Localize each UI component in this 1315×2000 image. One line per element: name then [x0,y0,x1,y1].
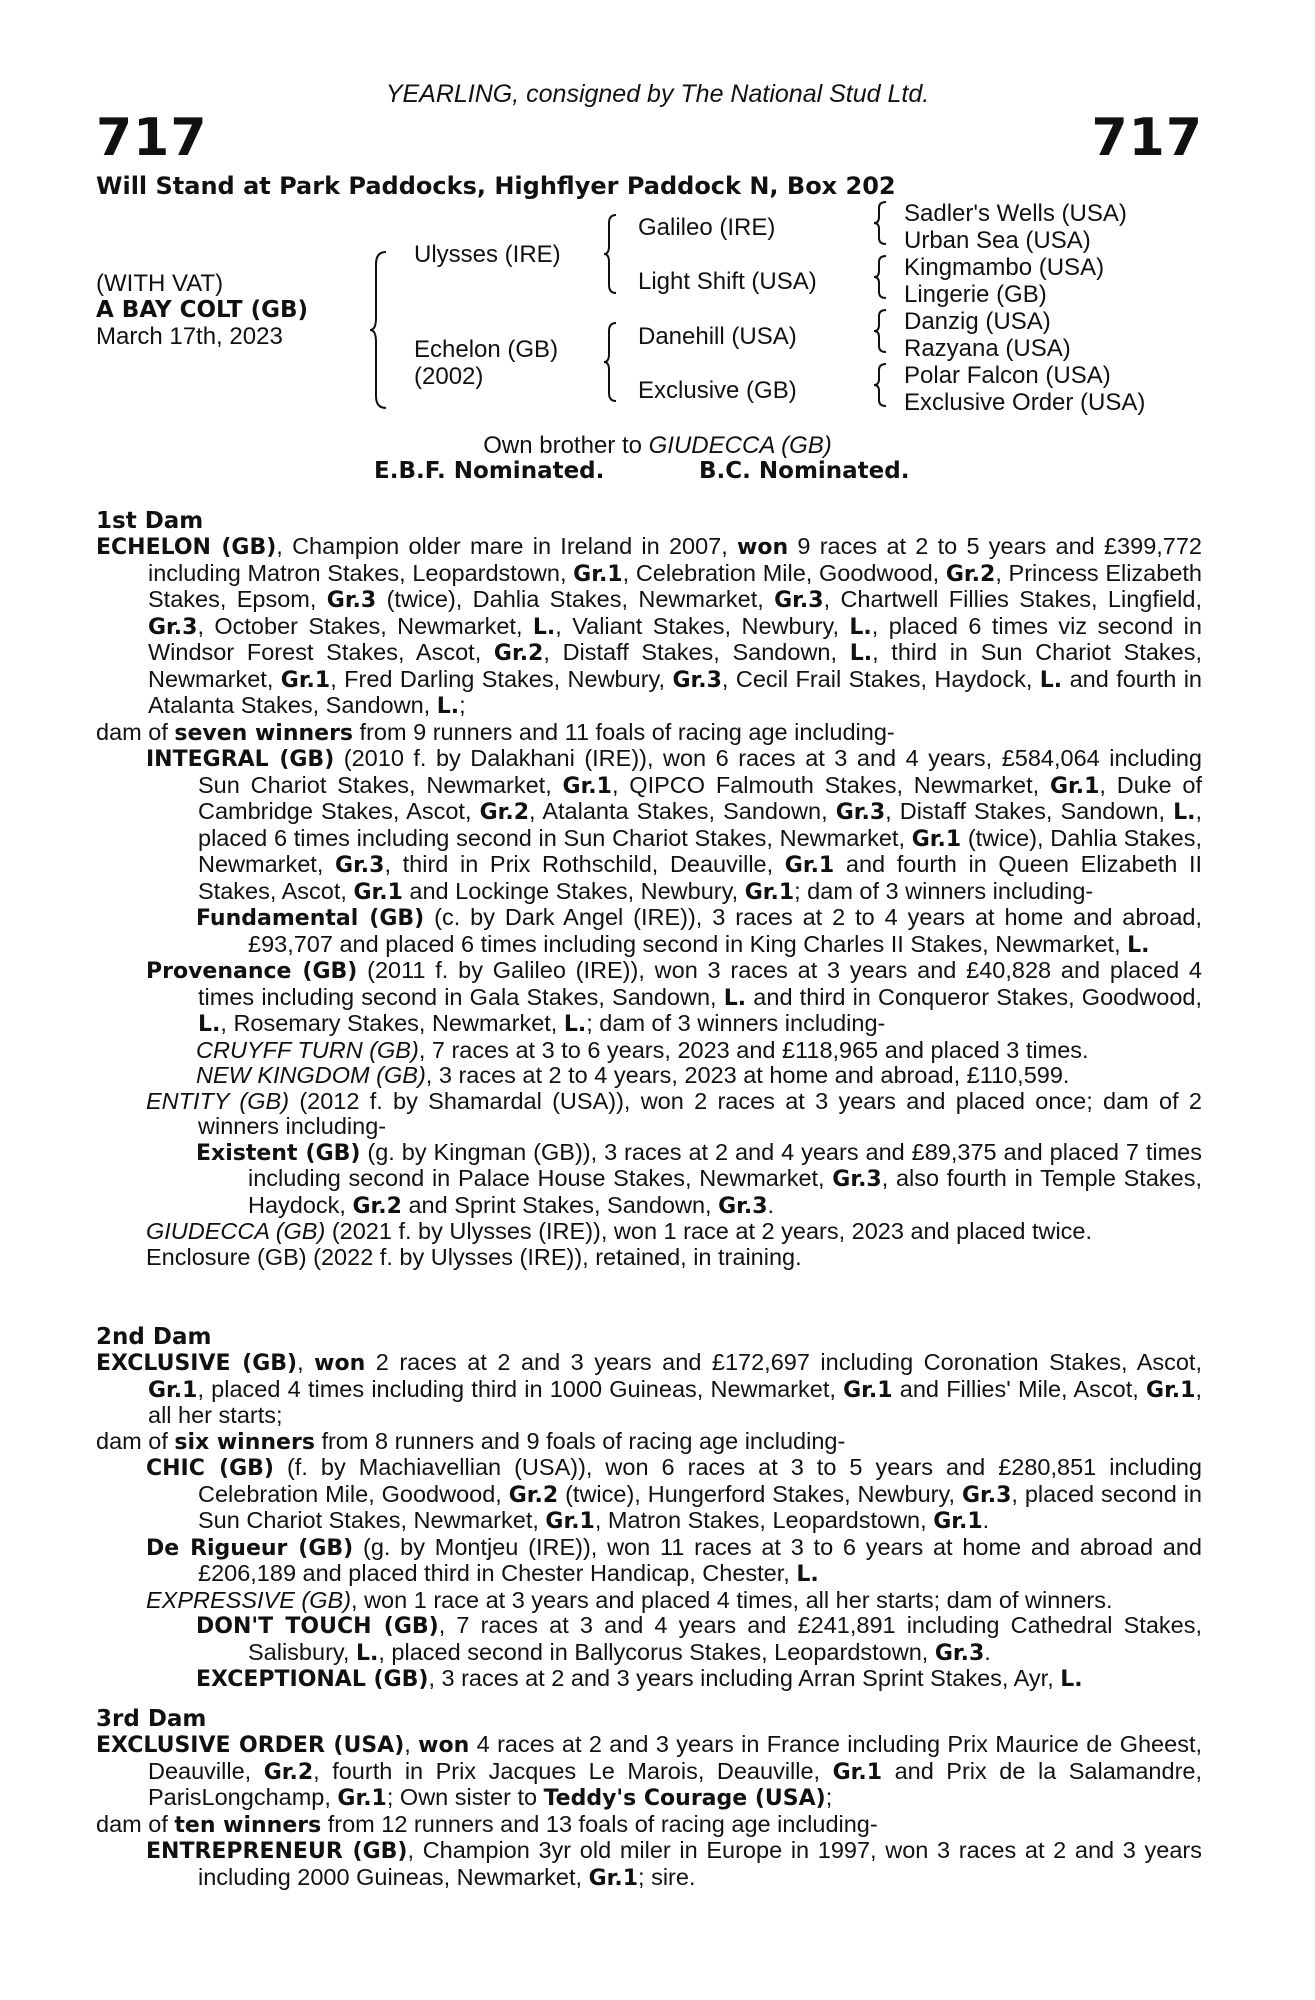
brace-g3 [872,308,888,354]
brace-g2 [872,254,888,300]
consignor-line: YEARLING, consigned by The National Stud Ltd. [385,80,930,108]
produce-giudecca: GIUDECCA (GB) (2021 f. by Ulysses (IRE)), won 1 race at 2 years, 2023 and placed twice. [146,1218,1093,1244]
produce-new-kingdom: NEW KINGDOM (GB), 3 races at 2 to 4 years, 2023 at home and abroad, £110,599. [196,1062,1070,1088]
lot-number-left: 717 [96,108,208,168]
grandsire-1: Sadler's Wells (USA) [904,200,1127,227]
produce-entrepreneur: ENTREPRENEUR (GB), Champion 3yr old miler in Europe in 1997, won 3 races at 2 and 3 years including 2000 Guineas, Newmarket, Gr.1; sire. [146,1837,1202,1891]
third-dam-produce-summary: dam of ten winners from 12 runners and 13 foals of racing age including- [96,1810,878,1838]
produce-expressive: EXPRESSIVE (GB), won 1 race at 3 years and placed 4 times, all her starts; dam of winners. [146,1586,1113,1613]
grandsire-2: Kingmambo (USA) [904,254,1105,281]
first-dam-record: ECHELON (GB), Champion older mare in Ireland in 2007, won 9 races at 2 to 5 years and £399,772 including Matron Stakes, Leopardstown, Gr.1, Celebration Mile, Goodwood, Gr.2, Princess Elizabeth Stakes, Epsom, Gr.3 (twice), Dahlia Stakes, Newmarket, Gr.3, Chartwell Fillies Stakes, Lingfield, Gr.3, October Stakes, Newmarket, L., Valiant Stakes, Newbury, L., placed 6 times viz second in Windsor Forest Stakes, Ascot, Gr.2, Distaff Stakes, Sandown, L., third in Sun Chariot Stakes, Newmarket, Gr.1, Fred Darling Stakes, Newbury, Gr.3, Cecil Frail Stakes, Haydock, L. and fourth in Atalanta Stakes, Sandown, L.; [96,533,1203,719]
grandsire-4: Polar Falcon (USA) [904,362,1111,389]
vat-note: (WITH VAT) [96,270,224,297]
third-dam-record: EXCLUSIVE ORDER (USA), won 4 races at 2 and 3 years in France including Prix Maurice de Gheest, Deauville, Gr.2, fourth in Prix Jacques Le Marois, Deauville, Gr.1 and Prix de la Salamandre, ParisLongchamp, Gr.1; Own sister to Teddy's Courage (USA); [96,1731,1203,1811]
brace-sire-dam [368,250,390,410]
second-dam-section [96,1324,1202,1693]
first-dam-produce-summary: dam of seven winners from 9 runners and 11 foals of racing age including- [96,718,895,746]
brace-dam-parents [602,321,618,403]
produce-chic: CHIC (GB) (f. by Machiavellian (USA)), won 6 races at 3 to 5 years and £280,851 including Celebration Mile, Goodwood, Gr.2 (twice), Hungerford Stakes, Newbury, Gr.3, placed second in Sun Chariot Stakes, Newmarket, Gr.1, Matron Stakes, Leopardstown, Gr.1. [146,1454,1202,1534]
sire: Ulysses (IRE) [414,241,561,268]
brace-g1 [872,200,888,246]
second-dam-produce-summary: dam of six winners from 8 runners and 9 foals of racing age including- [96,1427,846,1455]
ebf-nomination: E.B.F. Nominated. [374,458,605,484]
sire-dam: Light Shift (USA) [638,268,817,295]
dam-sire: Danehill (USA) [638,323,797,350]
foaling-date: March 17th, 2023 [96,323,283,350]
stand-location: Will Stand at Park Paddocks, Highflyer Paddock N, Box 202 [96,172,896,200]
third-dam-heading: 3rd Dam [96,1706,207,1732]
granddam-4: Exclusive Order (USA) [904,389,1146,416]
produce-enclosure: Enclosure (GB) (2022 f. by Ulysses (IRE)), retained, in training. [146,1243,802,1270]
brace-g4 [872,362,888,408]
produce-dont-touch: DON'T TOUCH (GB), 7 races at 3 and 4 years and £241,891 including Cathedral Stakes, Salisbury, L., placed second in Ballycorus Stakes, Leopardstown, Gr.3. [196,1612,1202,1666]
produce-fundamental: Fundamental (GB) (c. by Dark Angel (IRE)), 3 races at 2 to 4 years at home and abroad, £93,707 and placed 6 times including second in King Charles II Stakes, Newmarket, L. [196,904,1203,958]
granddam-3: Razyana (USA) [904,335,1071,362]
second-dam-record: EXCLUSIVE (GB), won 2 races at 2 and 3 years and £172,697 including Coronation Stakes, Ascot, Gr.1, placed 4 times including third in 1000 Guineas, Newmarket, Gr.1 and Fillies' Mile, Ascot, Gr.1, all her starts; [96,1349,1202,1428]
sire-sire: Galileo (IRE) [638,214,776,241]
produce-exceptional: EXCEPTIONAL (GB), 3 races at 2 and 3 years including Arran Sprint Stakes, Ayr, L. [196,1665,1083,1692]
grandsire-3: Danzig (USA) [904,308,1051,335]
produce-cruyff-turn: CRUYFF TURN (GB), 7 races at 3 to 6 years, 2023 and £118,965 and placed 3 times. [196,1036,1089,1063]
produce-entity: ENTITY (GB) (2012 f. by Shamardal (USA)), won 2 races at 3 years and placed once; dam of 2 winners including- [146,1087,1202,1139]
horse-name: A BAY COLT (GB) [96,297,309,323]
brace-sire-parents [602,213,618,295]
produce-de-rigueur: De Rigueur (GB) (g. by Montjeu (IRE)), won 11 races at 3 to 6 years at home and abroad and £206,189 and placed third in Chester Handicap, Chester, L. [146,1533,1202,1587]
lot-number-right: 717 [1091,108,1203,168]
third-dam-section [96,1706,1202,1891]
dam-year: (2002) [414,363,484,390]
produce-existent: Existent (GB) (g. by Kingman (GB)), 3 races at 2 and 4 years and £89,375 and placed 7 times including second in Palace House Stakes, Newmarket, Gr.3, also fourth in Temple Stakes, Haydock, Gr.2 and Sprint Stakes, Sandown, Gr.3. [196,1138,1202,1219]
first-dam-section [96,508,1202,1270]
own-brother-note: Own brother to GIUDECCA (GB) [483,432,832,459]
granddam-2: Lingerie (GB) [904,281,1047,308]
dam: Echelon (GB) [414,336,559,363]
second-dam-heading: 2nd Dam [96,1324,212,1350]
produce-integral: INTEGRAL (GB) (2010 f. by Dalakhani (IRE)), won 6 races at 3 and 4 years, £584,064 including Sun Chariot Stakes, Newmarket, Gr.1, QIPCO Falmouth Stakes, Newmarket, Gr.1, Duke of Cambridge Stakes, Ascot, Gr.2, Atalanta Stakes, Sandown, Gr.3, Distaff Stakes, Sandown, L., placed 6 times including second in Sun Chariot Stakes, Newmarket, Gr.1 (twice), Dahlia Stakes, Newmarket, Gr.3, third in Prix Rothschild, Deauville, Gr.1 and fourth in Queen Elizabeth II Stakes, Ascot, Gr.1 and Lockinge Stakes, Newbury, Gr.1; dam of 3 winners including- [146,745,1203,905]
dam-dam: Exclusive (GB) [638,377,797,404]
first-dam-heading: 1st Dam [96,508,204,534]
granddam-1: Urban Sea (USA) [904,227,1091,254]
produce-provenance: Provenance (GB) (2011 f. by Galileo (IRE)), won 3 races at 3 years and £40,828 and placed 4 times including second in Gala Stakes, Sandown, L. and third in Conqueror Stakes, Goodwood, L., Rosemary Stakes, Newmarket, L.; dam of 3 winners including- [146,957,1202,1037]
bc-nomination: B.C. Nominated. [699,458,910,484]
